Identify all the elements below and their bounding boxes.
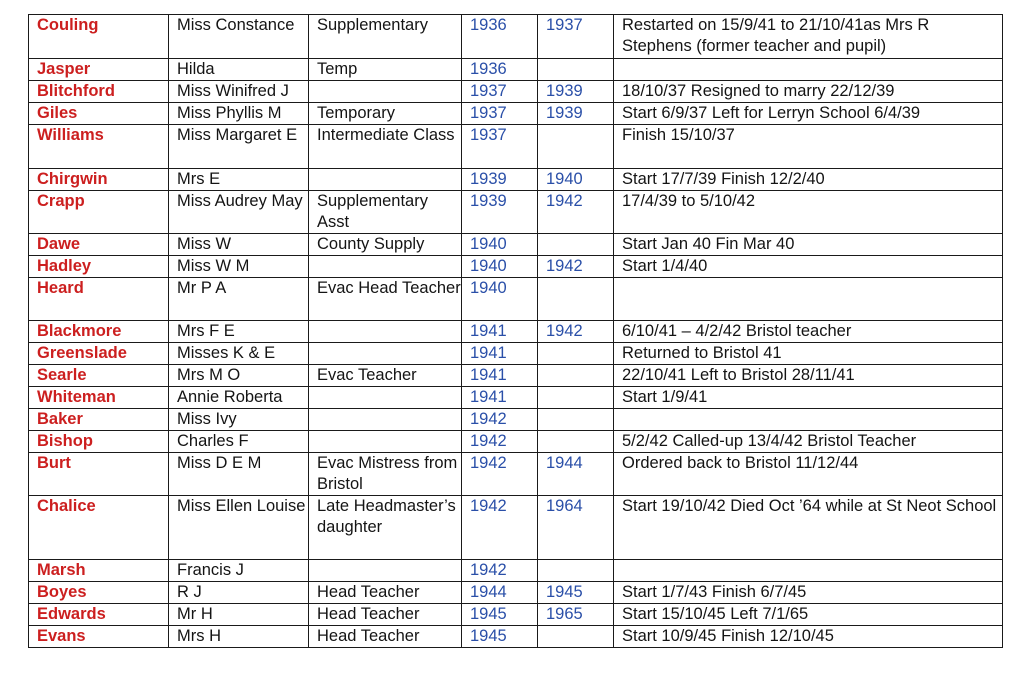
role-cell [309, 431, 462, 453]
role-cell: Evac Head Teacher [309, 278, 462, 321]
end-year-cell: 1940 [538, 169, 614, 191]
surname-cell: Chalice [29, 496, 169, 560]
end-year-cell [538, 234, 614, 256]
start-year-cell: 1940 [462, 256, 538, 278]
table-row [29, 59, 1003, 81]
role-cell: Evac Teacher [309, 365, 462, 387]
role-cell: Temporary [309, 103, 462, 125]
surname-cell: Blitchford [29, 81, 169, 103]
surname-cell: Marsh [29, 560, 169, 582]
end-year-cell: 1939 [538, 81, 614, 103]
table-row [29, 431, 1003, 453]
surname-cell: Searle [29, 365, 169, 387]
start-year-cell: 1940 [462, 234, 538, 256]
role-cell [309, 81, 462, 103]
notes-cell: Restarted on 15/9/41 to 21/10/41as Mrs R Stephens (former teacher and pupil) [614, 15, 1003, 59]
end-year-cell: 1942 [538, 191, 614, 234]
surname-cell: Edwards [29, 604, 169, 626]
name-cell: Miss Audrey May [169, 191, 309, 234]
end-year-cell [538, 387, 614, 409]
table-row [29, 191, 1003, 234]
end-year-cell: 1939 [538, 103, 614, 125]
start-year-cell: 1940 [462, 278, 538, 321]
end-year-cell: 1937 [538, 15, 614, 59]
start-year-cell: 1942 [462, 560, 538, 582]
surname-cell: Dawe [29, 234, 169, 256]
table-row [29, 626, 1003, 648]
table-row [29, 256, 1003, 278]
notes-cell [614, 560, 1003, 582]
table-row [29, 321, 1003, 343]
name-cell: Mrs M O [169, 365, 309, 387]
end-year-cell [538, 343, 614, 365]
surname-cell: Giles [29, 103, 169, 125]
name-cell: Miss Constance [169, 15, 309, 59]
name-cell: Hilda [169, 59, 309, 81]
end-year-cell: 1942 [538, 256, 614, 278]
name-cell: Mrs H [169, 626, 309, 648]
role-cell: Supplementary [309, 15, 462, 59]
role-cell [309, 169, 462, 191]
table-row [29, 81, 1003, 103]
name-cell: Miss Phyllis M [169, 103, 309, 125]
role-cell [309, 321, 462, 343]
surname-cell: Whiteman [29, 387, 169, 409]
surname-cell: Bishop [29, 431, 169, 453]
end-year-cell: 1965 [538, 604, 614, 626]
teacher-records-table [28, 14, 1003, 648]
end-year-cell: 1964 [538, 496, 614, 560]
end-year-cell [538, 278, 614, 321]
table-row [29, 365, 1003, 387]
table-row [29, 15, 1003, 59]
table-row [29, 496, 1003, 560]
table-body [29, 15, 1003, 648]
notes-cell: Start 17/7/39 Finish 12/2/40 [614, 169, 1003, 191]
surname-cell: Williams [29, 125, 169, 169]
start-year-cell: 1936 [462, 59, 538, 81]
notes-cell: Start 1/4/40 [614, 256, 1003, 278]
notes-cell [614, 409, 1003, 431]
start-year-cell: 1945 [462, 604, 538, 626]
role-cell: Intermediate Class [309, 125, 462, 169]
name-cell: Miss Winifred J [169, 81, 309, 103]
table-row [29, 409, 1003, 431]
name-cell: Miss D E M [169, 453, 309, 496]
surname-cell: Burt [29, 453, 169, 496]
name-cell: Miss Margaret E [169, 125, 309, 169]
end-year-cell [538, 560, 614, 582]
notes-cell: Start 1/9/41 [614, 387, 1003, 409]
name-cell: Miss W M [169, 256, 309, 278]
notes-cell [614, 59, 1003, 81]
role-cell [309, 387, 462, 409]
notes-cell: Start 10/9/45 Finish 12/10/45 [614, 626, 1003, 648]
start-year-cell: 1942 [462, 409, 538, 431]
end-year-cell: 1945 [538, 582, 614, 604]
name-cell: Mrs F E [169, 321, 309, 343]
table-row [29, 169, 1003, 191]
notes-cell: 22/10/41 Left to Bristol 28/11/41 [614, 365, 1003, 387]
table-row [29, 453, 1003, 496]
surname-cell: Hadley [29, 256, 169, 278]
end-year-cell [538, 626, 614, 648]
surname-cell: Jasper [29, 59, 169, 81]
role-cell [309, 343, 462, 365]
start-year-cell: 1945 [462, 626, 538, 648]
table-row [29, 103, 1003, 125]
notes-cell: Start 19/10/42 Died Oct ’64 while at St Neot School [614, 496, 1003, 560]
notes-cell: Ordered back to Bristol 11/12/44 [614, 453, 1003, 496]
name-cell: Mrs E [169, 169, 309, 191]
role-cell [309, 560, 462, 582]
table-row [29, 387, 1003, 409]
surname-cell: Heard [29, 278, 169, 321]
role-cell: Head Teacher [309, 604, 462, 626]
end-year-cell [538, 125, 614, 169]
start-year-cell: 1942 [462, 431, 538, 453]
end-year-cell [538, 59, 614, 81]
role-cell: Supplementary Asst [309, 191, 462, 234]
notes-cell [614, 278, 1003, 321]
notes-cell: Returned to Bristol 41 [614, 343, 1003, 365]
start-year-cell: 1939 [462, 191, 538, 234]
role-cell: Late Headmaster’s daughter [309, 496, 462, 560]
table-row [29, 604, 1003, 626]
start-year-cell: 1942 [462, 453, 538, 496]
name-cell: Miss Ivy [169, 409, 309, 431]
role-cell: Head Teacher [309, 626, 462, 648]
notes-cell: Start Jan 40 Fin Mar 40 [614, 234, 1003, 256]
table-row [29, 560, 1003, 582]
end-year-cell: 1944 [538, 453, 614, 496]
name-cell: Misses K & E [169, 343, 309, 365]
end-year-cell [538, 409, 614, 431]
table-row [29, 125, 1003, 169]
start-year-cell: 1937 [462, 81, 538, 103]
role-cell: Evac Mistress from Bristol [309, 453, 462, 496]
role-cell [309, 409, 462, 431]
start-year-cell: 1941 [462, 387, 538, 409]
surname-cell: Greenslade [29, 343, 169, 365]
start-year-cell: 1944 [462, 582, 538, 604]
role-cell: County Supply [309, 234, 462, 256]
notes-cell: 6/10/41 – 4/2/42 Bristol teacher [614, 321, 1003, 343]
start-year-cell: 1937 [462, 125, 538, 169]
name-cell: Annie Roberta [169, 387, 309, 409]
role-cell [309, 256, 462, 278]
table-row [29, 278, 1003, 321]
start-year-cell: 1941 [462, 365, 538, 387]
start-year-cell: 1936 [462, 15, 538, 59]
role-cell: Head Teacher [309, 582, 462, 604]
name-cell: Charles F [169, 431, 309, 453]
surname-cell: Blackmore [29, 321, 169, 343]
start-year-cell: 1941 [462, 321, 538, 343]
name-cell: Miss W [169, 234, 309, 256]
notes-cell: Start 6/9/37 Left for Lerryn School 6/4/39 [614, 103, 1003, 125]
start-year-cell: 1941 [462, 343, 538, 365]
name-cell: R J [169, 582, 309, 604]
end-year-cell [538, 431, 614, 453]
notes-cell: 17/4/39 to 5/10/42 [614, 191, 1003, 234]
notes-cell: 5/2/42 Called-up 13/4/42 Bristol Teacher [614, 431, 1003, 453]
surname-cell: Crapp [29, 191, 169, 234]
surname-cell: Boyes [29, 582, 169, 604]
name-cell: Mr H [169, 604, 309, 626]
start-year-cell: 1939 [462, 169, 538, 191]
name-cell: Miss Ellen Louise [169, 496, 309, 560]
role-cell: Temp [309, 59, 462, 81]
surname-cell: Couling [29, 15, 169, 59]
surname-cell: Evans [29, 626, 169, 648]
notes-cell: 18/10/37 Resigned to marry 22/12/39 [614, 81, 1003, 103]
surname-cell: Baker [29, 409, 169, 431]
name-cell: Mr P A [169, 278, 309, 321]
start-year-cell: 1942 [462, 496, 538, 560]
end-year-cell: 1942 [538, 321, 614, 343]
table-row [29, 582, 1003, 604]
surname-cell: Chirgwin [29, 169, 169, 191]
notes-cell: Finish 15/10/37 [614, 125, 1003, 169]
name-cell: Francis J [169, 560, 309, 582]
table-row [29, 343, 1003, 365]
teacher-records-sheet [28, 14, 1002, 648]
end-year-cell [538, 365, 614, 387]
notes-cell: Start 15/10/45 Left 7/1/65 [614, 604, 1003, 626]
notes-cell: Start 1/7/43 Finish 6/7/45 [614, 582, 1003, 604]
start-year-cell: 1937 [462, 103, 538, 125]
table-row [29, 234, 1003, 256]
